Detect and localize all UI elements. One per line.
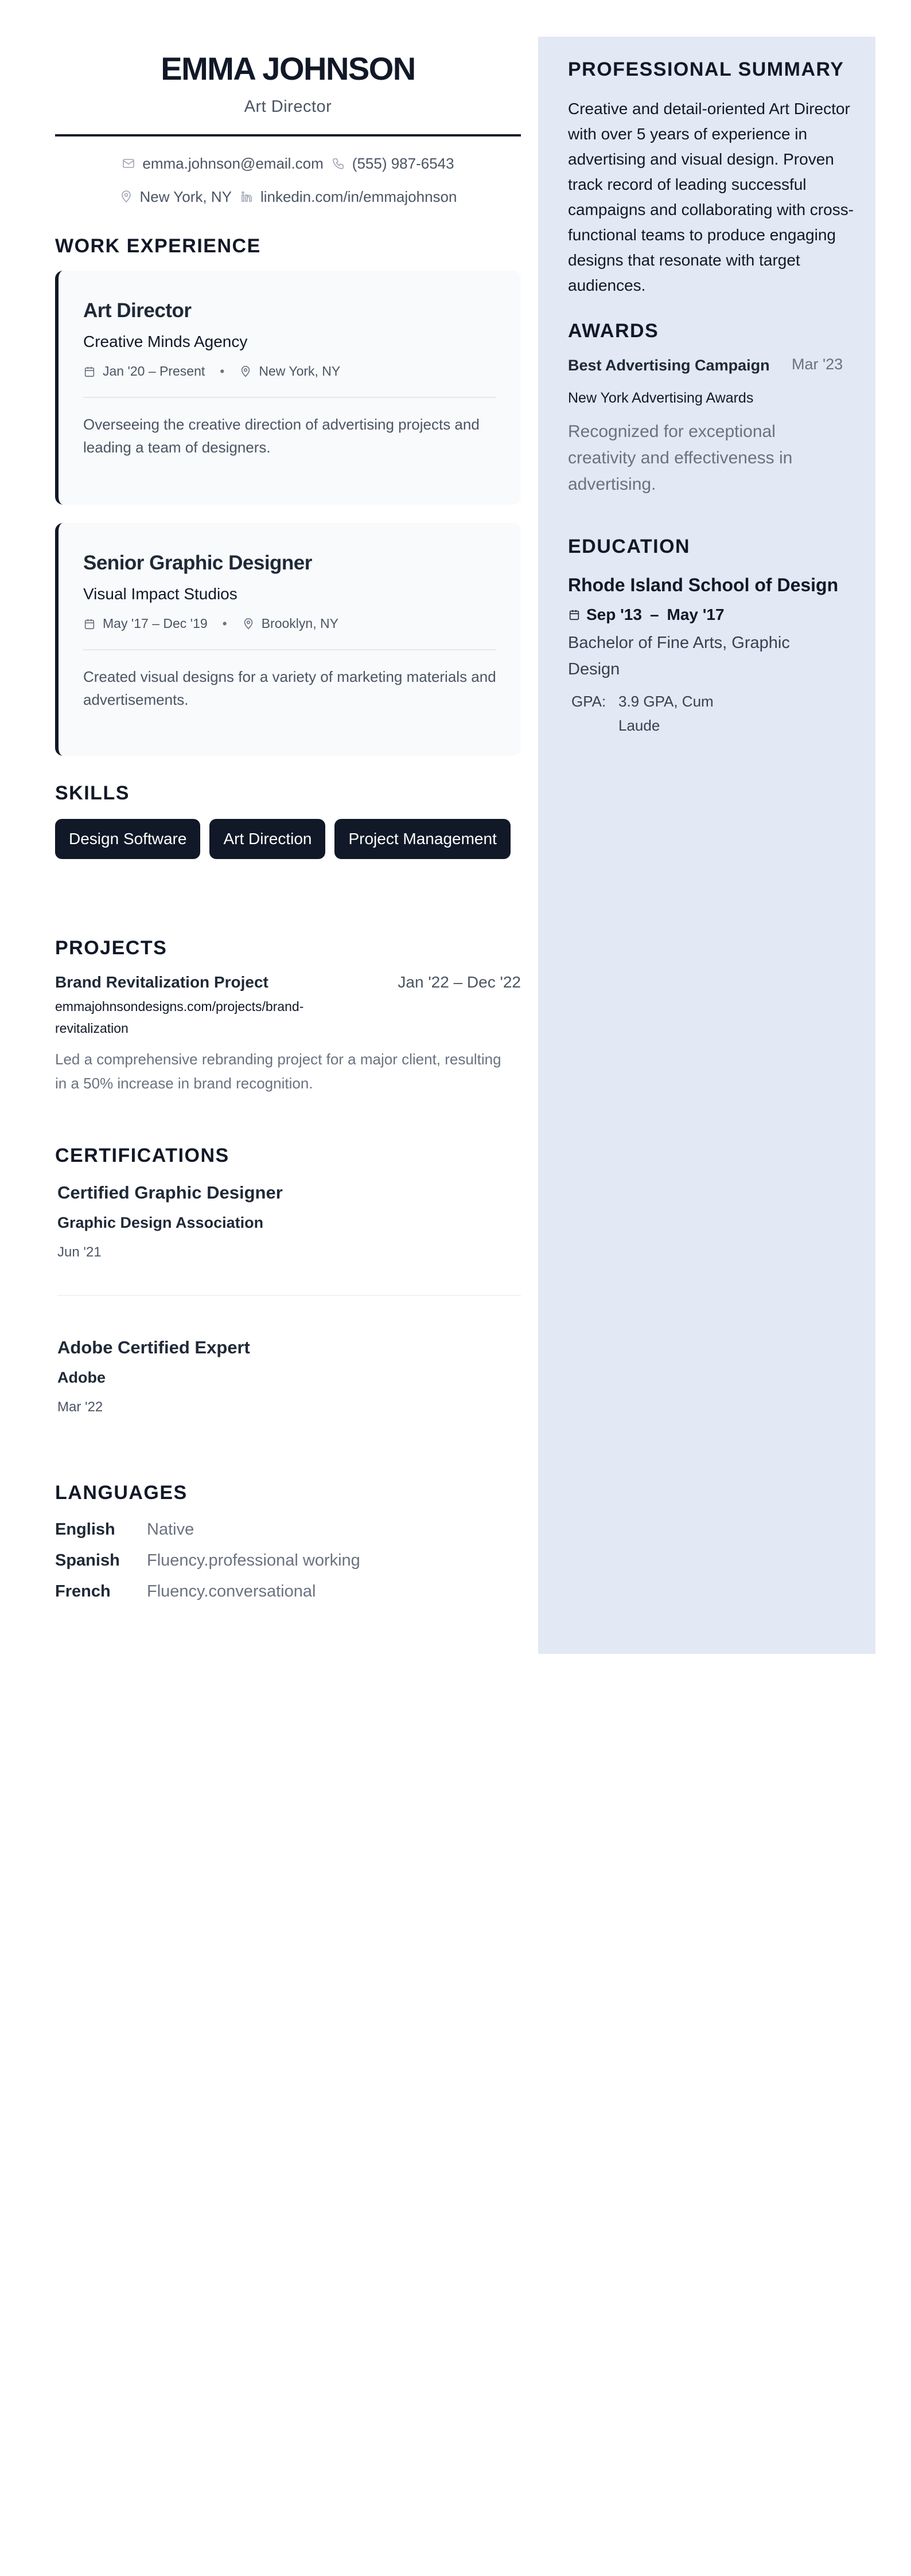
education-start: Sep '13 bbox=[586, 606, 642, 623]
language-row bbox=[55, 1583, 316, 1600]
candidate-name: EMMA JOHNSON bbox=[161, 50, 415, 87]
contact-linkedin[interactable] bbox=[240, 189, 457, 204]
date-separator: – bbox=[649, 606, 659, 623]
certification-issuer: Graphic Design Association bbox=[57, 1214, 264, 1231]
skill-tag: Art Direction bbox=[209, 819, 325, 859]
linkedin-icon bbox=[240, 190, 254, 204]
certification-divider bbox=[57, 1295, 521, 1296]
contact-row-2 bbox=[55, 189, 521, 204]
job-title: Senior Graphic Designer bbox=[83, 552, 312, 574]
mail-icon bbox=[122, 157, 135, 170]
company-name: Visual Impact Studios bbox=[83, 585, 238, 603]
award-description: Recognized for exceptional creativity and effectiveness in advertising. bbox=[568, 422, 793, 494]
location-text: New York, NY bbox=[139, 188, 232, 205]
experience-card bbox=[55, 523, 521, 756]
award-organization: New York Advertising Awards bbox=[568, 390, 754, 406]
language-name: English bbox=[55, 1520, 115, 1539]
education-degree: Bachelor of Fine Arts, Graphic Design bbox=[568, 634, 790, 678]
section-heading-skills: SKILLS bbox=[55, 782, 130, 804]
project-title: Brand Revitalization Project bbox=[55, 973, 268, 991]
certification-date: Jun '21 bbox=[57, 1244, 102, 1260]
contact-row-1 bbox=[55, 156, 521, 171]
certification-title: Certified Graphic Designer bbox=[57, 1182, 283, 1203]
map-pin-icon bbox=[239, 365, 252, 378]
language-level: Native bbox=[147, 1520, 194, 1539]
contact-phone[interactable] bbox=[332, 156, 454, 171]
card-divider bbox=[83, 649, 496, 650]
phone-text: (555) 987-6543 bbox=[352, 155, 454, 172]
job-location: New York, NY bbox=[259, 364, 341, 378]
card-divider bbox=[83, 397, 496, 398]
language-level: Fluency.professional working bbox=[147, 1551, 360, 1570]
education-dates bbox=[568, 607, 725, 623]
gpa-label: GPA: bbox=[571, 693, 606, 710]
section-heading-languages: LANGUAGES bbox=[55, 1482, 188, 1504]
education-end: May '17 bbox=[667, 606, 725, 623]
calendar-icon bbox=[568, 608, 581, 621]
candidate-title: Art Director bbox=[244, 97, 332, 116]
language-name: French bbox=[55, 1582, 111, 1601]
award-title: Best Advertising Campaign bbox=[568, 357, 770, 374]
project-dates: Jan '22 – Dec '22 bbox=[398, 973, 521, 991]
map-pin-icon bbox=[242, 618, 255, 630]
job-dates: May '17 – Dec '19 bbox=[103, 616, 208, 631]
job-description: Overseeing the creative direction of advertising projects and leading a team of designers. bbox=[83, 416, 480, 456]
job-description: Created visual designs for a variety of marketing materials and advertisements. bbox=[83, 668, 496, 708]
email-text: emma.johnson@email.com bbox=[142, 155, 324, 172]
header-divider bbox=[55, 134, 521, 136]
skill-tag: Project Management bbox=[334, 819, 510, 859]
education-gpa bbox=[571, 689, 733, 737]
section-heading-work-experience: WORK EXPERIENCE bbox=[55, 235, 261, 257]
project-link[interactable]: emmajohnsondesigns.com/projects/brand-revitalization bbox=[55, 999, 304, 1036]
language-row bbox=[55, 1552, 360, 1569]
contact-location bbox=[119, 189, 232, 204]
calendar-icon bbox=[83, 365, 96, 378]
skills-list bbox=[55, 819, 521, 859]
job-dates: Jan '20 – Present bbox=[103, 364, 205, 378]
sidebar-panel bbox=[538, 37, 875, 1654]
job-title: Art Director bbox=[83, 299, 192, 322]
language-row bbox=[55, 1521, 194, 1538]
calendar-icon bbox=[83, 618, 96, 630]
job-meta bbox=[83, 617, 338, 630]
separator-dot: • bbox=[222, 616, 227, 631]
company-name: Creative Minds Agency bbox=[83, 333, 248, 350]
separator-dot: • bbox=[220, 364, 225, 378]
certification-issuer: Adobe bbox=[57, 1369, 106, 1386]
section-heading-awards: AWARDS bbox=[568, 320, 659, 342]
section-heading-education: EDUCATION bbox=[568, 536, 691, 557]
project-description: Led a comprehensive rebranding project for a major client, resulting in a 50% increase in brand recognition. bbox=[55, 1051, 501, 1092]
award-date: Mar '23 bbox=[792, 356, 843, 373]
contact-email[interactable] bbox=[122, 156, 323, 171]
job-meta bbox=[83, 365, 340, 378]
summary-text: Creative and detail-oriented Art Director with over 5 years of experience in advertising and visual design. Proven track record of leading successful campaigns and collaborating with cross-functional teams to produce engaging designs that resonate with target audiences. bbox=[568, 100, 854, 294]
education-school: Rhode Island School of Design bbox=[568, 575, 839, 595]
section-heading-certifications: CERTIFICATIONS bbox=[55, 1145, 229, 1166]
certification-date: Mar '22 bbox=[57, 1399, 103, 1415]
skill-tag: Design Software bbox=[55, 819, 200, 859]
gpa-value: 3.9 GPA, Cum Laude bbox=[618, 693, 714, 734]
certification-title: Adobe Certified Expert bbox=[57, 1337, 250, 1357]
section-heading-projects: PROJECTS bbox=[55, 937, 168, 959]
language-name: Spanish bbox=[55, 1551, 120, 1570]
map-pin-icon bbox=[119, 190, 133, 204]
language-level: Fluency.conversational bbox=[147, 1582, 316, 1601]
linkedin-text: linkedin.com/in/emmajohnson bbox=[260, 188, 457, 205]
section-heading-professional-summary: PROFESSIONAL SUMMARY bbox=[568, 58, 844, 80]
job-location: Brooklyn, NY bbox=[261, 616, 338, 631]
experience-card bbox=[55, 271, 521, 505]
phone-icon bbox=[332, 157, 345, 170]
